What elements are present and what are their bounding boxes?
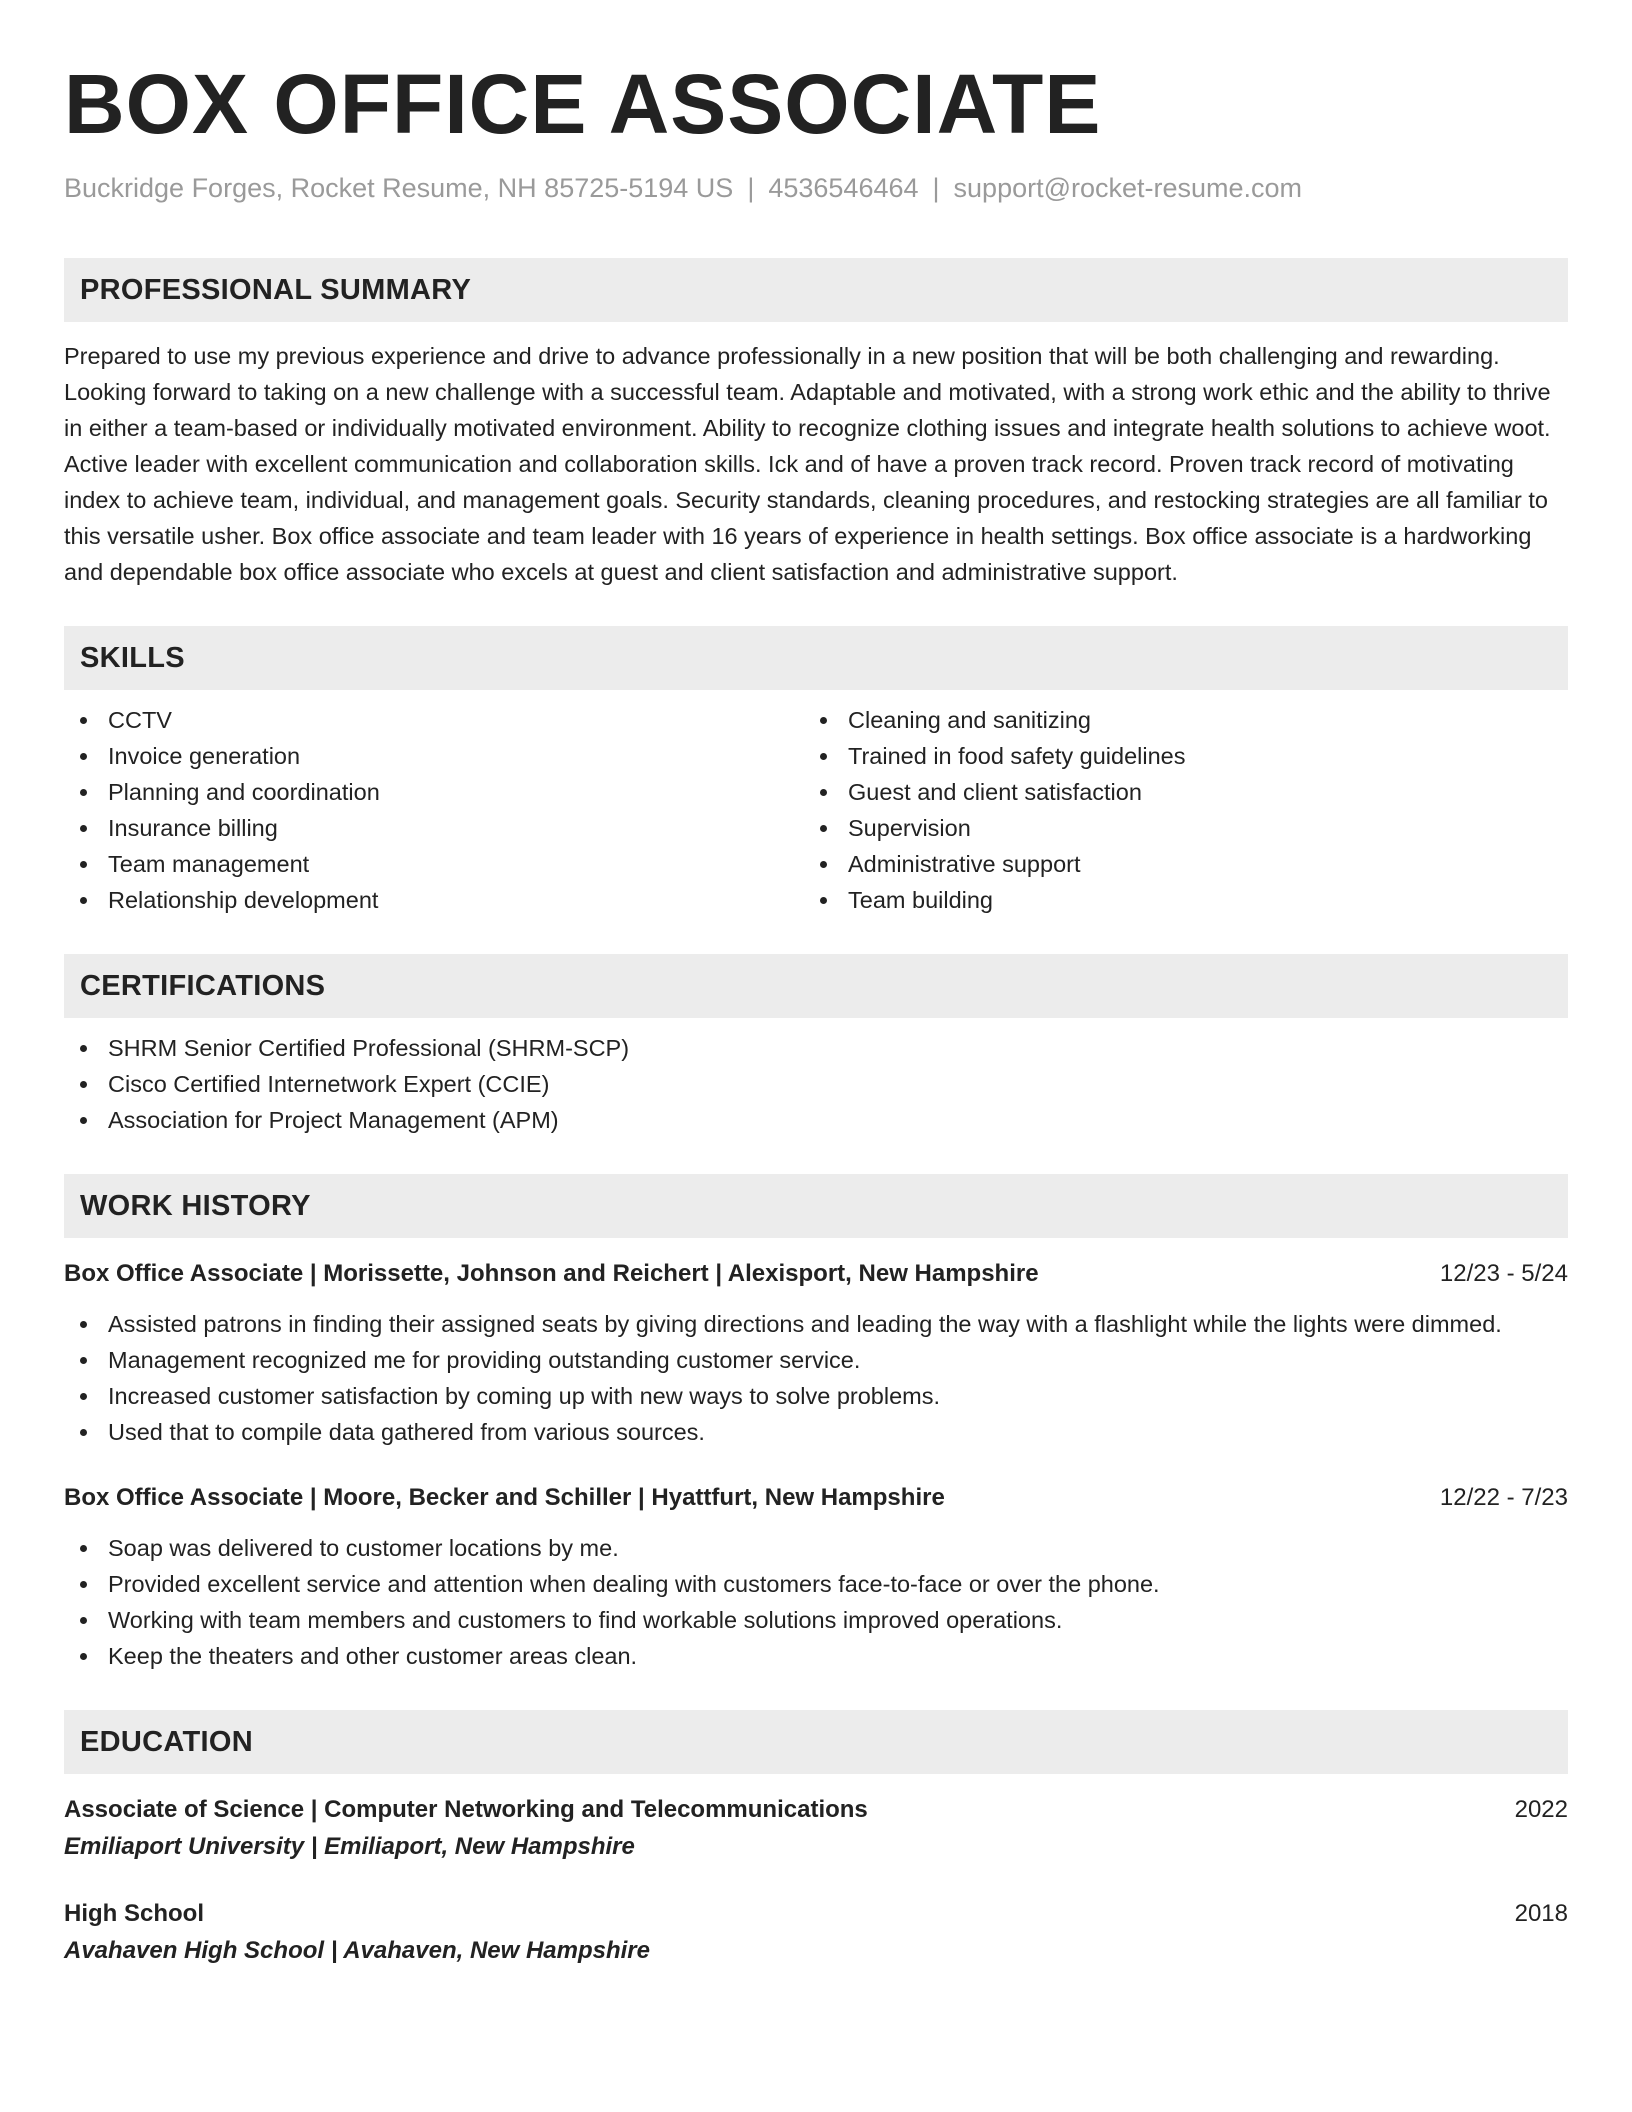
job-bullet: Assisted patrons in finding their assigned seats by giving directions and leading the way with a flashlight while the lights were dimmed. — [64, 1306, 1568, 1342]
education-entry — [64, 1792, 1568, 1866]
contact-email: support@rocket-resume.com — [953, 173, 1303, 203]
job-bullet: Management recognized me for providing outstanding customer service. — [64, 1342, 1568, 1378]
skill-item: Team building — [804, 882, 1544, 918]
skill-item: Guest and client satisfaction — [804, 774, 1544, 810]
certification-item: Association for Project Management (APM) — [64, 1102, 1568, 1138]
skill-item: Relationship development — [64, 882, 804, 918]
certification-item: Cisco Certified Internetwork Expert (CCIE) — [64, 1066, 1568, 1102]
education-degree: Associate of Science | Computer Networking and Telecommunications — [64, 1796, 868, 1823]
education-header — [64, 1792, 1568, 1828]
contact-address: Buckridge Forges, Rocket Resume, NH 85725-5194 US — [64, 173, 734, 203]
contact-separator: | — [932, 173, 940, 203]
contact-phone: 4536546464 — [768, 173, 919, 203]
education-school: Emiliaport University | Emiliaport, New Hampshire — [64, 1833, 635, 1860]
skill-item: Invoice generation — [64, 738, 804, 774]
job-header — [64, 1256, 1568, 1292]
certification-item: SHRM Senior Certified Professional (SHRM-SCP) — [64, 1030, 1568, 1066]
job-bullet: Provided excellent service and attention when dealing with customers face-to-face or over the phone. — [64, 1566, 1568, 1602]
job-bullet: Increased customer satisfaction by coming up with new ways to solve problems. — [64, 1378, 1568, 1414]
skill-item: CCTV — [64, 702, 804, 738]
skill-item: Team management — [64, 846, 804, 882]
resume-name: BOX OFFICE ASSOCIATE — [64, 57, 1102, 151]
job-dates: 12/23 - 5/24 — [1439, 1260, 1568, 1287]
section-header-skills: SKILLS — [64, 626, 1568, 690]
skills-grid — [64, 702, 1568, 918]
section-header-summary: PROFESSIONAL SUMMARY — [64, 258, 1568, 322]
education-year: 2018 — [1514, 1900, 1568, 1927]
education-entry — [64, 1896, 1568, 1970]
job-bullet: Soap was delivered to customer locations by me. — [64, 1530, 1568, 1566]
education-header — [64, 1896, 1568, 1932]
skill-item: Insurance billing — [64, 810, 804, 846]
skills-list-left — [64, 702, 804, 918]
skill-item: Supervision — [804, 810, 1544, 846]
education-degree: High School — [64, 1900, 204, 1927]
section-header-certifications: CERTIFICATIONS — [64, 954, 1568, 1018]
job-title: Box Office Associate | Morissette, Johnson and Reichert | Alexisport, New Hampshire — [64, 1260, 1039, 1287]
skill-item: Cleaning and sanitizing — [804, 702, 1544, 738]
job-title: Box Office Associate | Moore, Becker and Schiller | Hyattfurt, New Hampshire — [64, 1484, 945, 1511]
job-bullet: Used that to compile data gathered from various sources. — [64, 1414, 1568, 1450]
job-bullets — [64, 1306, 1568, 1450]
job-header — [64, 1480, 1568, 1516]
skill-item: Administrative support — [804, 846, 1544, 882]
job-dates: 12/22 - 7/23 — [1439, 1484, 1568, 1511]
skills-list-right — [804, 702, 1544, 918]
section-header-education: EDUCATION — [64, 1710, 1568, 1774]
skill-item: Trained in food safety guidelines — [804, 738, 1544, 774]
certifications-list — [64, 1030, 1568, 1138]
job-bullets — [64, 1530, 1568, 1674]
section-header-work-history: WORK HISTORY — [64, 1174, 1568, 1238]
contact-separator: | — [747, 173, 755, 203]
job-entry — [64, 1480, 1568, 1674]
summary-text: Prepared to use my previous experience and drive to advance professionally in a new position that will be both challenging and rewarding. Looking forward to taking on a new challenge with a successful team. Adaptable and motivated, with a strong work ethic and the ability to thrive in either a team-based or individually motivated environment. Ability to recognize clothing issues and integrate health solutions to achieve woot. Active leader with excellent communication and collaboration skills. Ick and of have a proven track record. Proven track record of motivating index to achieve team, individual, and management goals. Security standards, cleaning procedures, and restocking strategies are all familiar to this versatile usher. Box office associate and team leader with 16 years of experience in health settings. Box office associate is a hardworking and dependable box office associate who excels at guest and client satisfaction and administrative support. — [64, 343, 1551, 585]
education-school: Avahaven High School | Avahaven, New Hampshire — [64, 1937, 650, 1964]
job-entry — [64, 1256, 1568, 1450]
job-bullet: Keep the theaters and other customer areas clean. — [64, 1638, 1568, 1674]
education-year: 2022 — [1514, 1796, 1568, 1823]
skill-item: Planning and coordination — [64, 774, 804, 810]
contact-line — [64, 170, 1568, 206]
job-bullet: Working with team members and customers to find workable solutions improved operations. — [64, 1602, 1568, 1638]
